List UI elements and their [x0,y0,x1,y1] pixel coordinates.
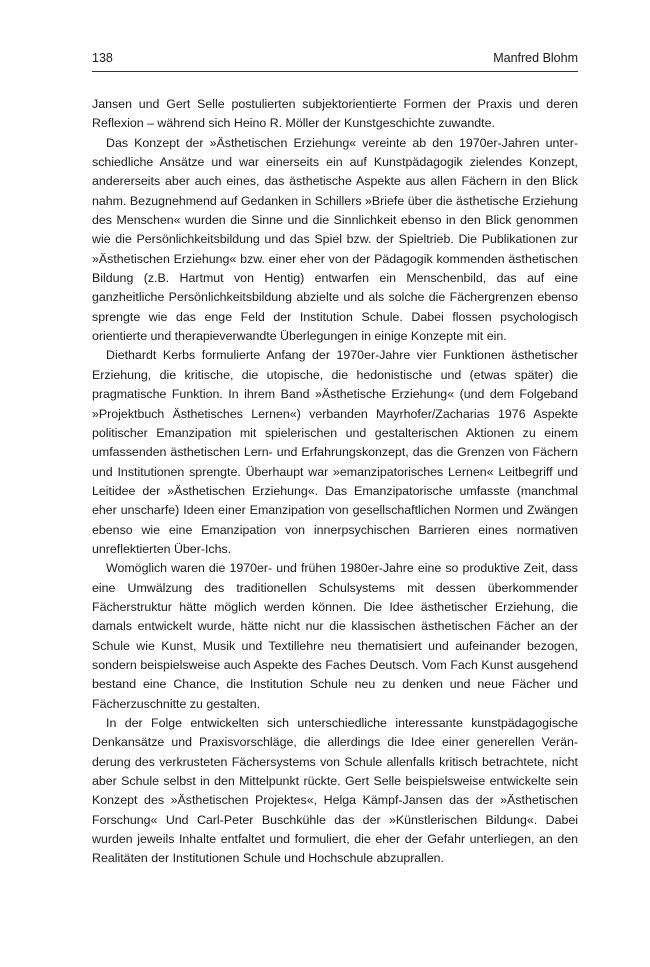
paragraph-3: Diethardt Kerbs formulierte Anfang der 1970er-Jahre vier Funktionen ästhetischer Erziehung, die kritische, die utopische, die hedonistische und (etwas später) die pragmatische Funktion. In ihrem Band »Ästhetische Erziehung« (und dem Folgeband »Projektbuch Ästhetisches Lernen«) verbanden Mayrhofer/Zacharias 1976 Aspekte politischer Emanzipation mit spielerischen und gestalterischen Aktionen zu einem umfassenden ästhetischen Lern- und Erfahrungskonzept, das die Grenzen von Fächern und Institutionen sprengte. Überhaupt war »emanzipatorisches Lernen« Leitbegriff und Leitidee der »Ästhetischen Erziehung«. Das Emanzipatorische umfasste (manchmal eher unscharfe) Ideen einer Emanzipation von gesellschaftlichen Normen und Zwängen ebenso wie eine Emanzipation von innerpsychischen Barrieren eines normativen unreflektierten Über-Ichs. [92,348,578,556]
paragraph-4: Womöglich waren die 1970er- und frühen 1980er-Jahre eine so produktive Zeit, dass eine Umwälzung des traditionellen Schulsystems mit dessen überkommender Fächerstruktur hätte möglich werden können. Die Idee ästhetischer Erziehung, die damals entwickelt wurde, hätte nicht nur die klassischen ästhetischen Fächer an der Schule wie Kunst, Musik und Textillehre neu thematisiert und aufeinander bezogen, sondern beispielsweise auch Aspekte des Faches Deutsch. Vom Fach Kunst ausgehend bestand eine Chance, die Institution Schule neu zu denken und neue Fächer und Fächerzuschnitte zu gestalten. [92,561,578,711]
paragraph-2: Das Konzept der »Ästhetischen Erziehung« vereinte ab den 1970er-Jahren unterschiedliche Ansätze und war einerseits ein auf Kunstpädagogik zielendes Konzept, andererseits aber auch eines, das ästhetische Aspekte aus allen Fächern in den Blick nahm. Bezugnehmend auf Gedanken in Schillers »Briefe über die ästhetische Erziehung des Menschen« wurden die Sinne und die Sinnlichkeit ebenso in den Blick genommen wie die Persönlichkeitsbildung und das Spiel bzw. der Spieltrieb. Die Publikationen zur »Ästhetischen Erziehung« bzw. einer eher von der Pädagogik kommenden ästhetischen Bildung (z.B. Hartmut von Hentig) entwarfen ein Menschenbild, das auf eine ganzheitliche Persönlichkeitsbildung abzielte und als solche die Fächergrenzen ebenso sprengte wie das enge Feld der Institution Schule. Dabei flossen psychologisch orientierte und therapieverwandte Überlegungen in einige Konzepte mit ein. [92,135,578,344]
header-rule [92,71,578,72]
running-head [92,48,578,68]
body-text [92,95,578,869]
paragraph-5: In der Folge entwickelten sich unterschiedliche interessante kunstpädagogische Denkansätze und Praxisvorschläge, die allerdings die Idee einer generellen Veränderung des verkrusteten Fächersystems von Schule allenfalls kritisch betrachtete, nicht aber Schule selbst in den Mittelpunkt rückte. Gert Selle beispielsweise entwickelte sein Konzept des »Ästhetischen Projektes«, Helga Kämpf-Jansen das der »Ästhetischen Forschung« Und Carl-Peter Buschkühle das der »Künstlerischen Bildung«. Dabei wurden jeweils Inhalte entfaltet und formuliert, die eher der Gefahr unterliegen, an den Realitäten der Institutionen Schule und Hochschule abzuprallen. [92,716,578,866]
running-head-author: Manfred Blohm [493,51,578,65]
page-number: 138 [92,51,113,65]
paragraph-1: Jansen und Gert Selle postulierten subjektorientierte Formen der Praxis und deren Reflexion – während sich Heino R. Möller der Kunstgeschichte zuwandte. [92,97,578,131]
